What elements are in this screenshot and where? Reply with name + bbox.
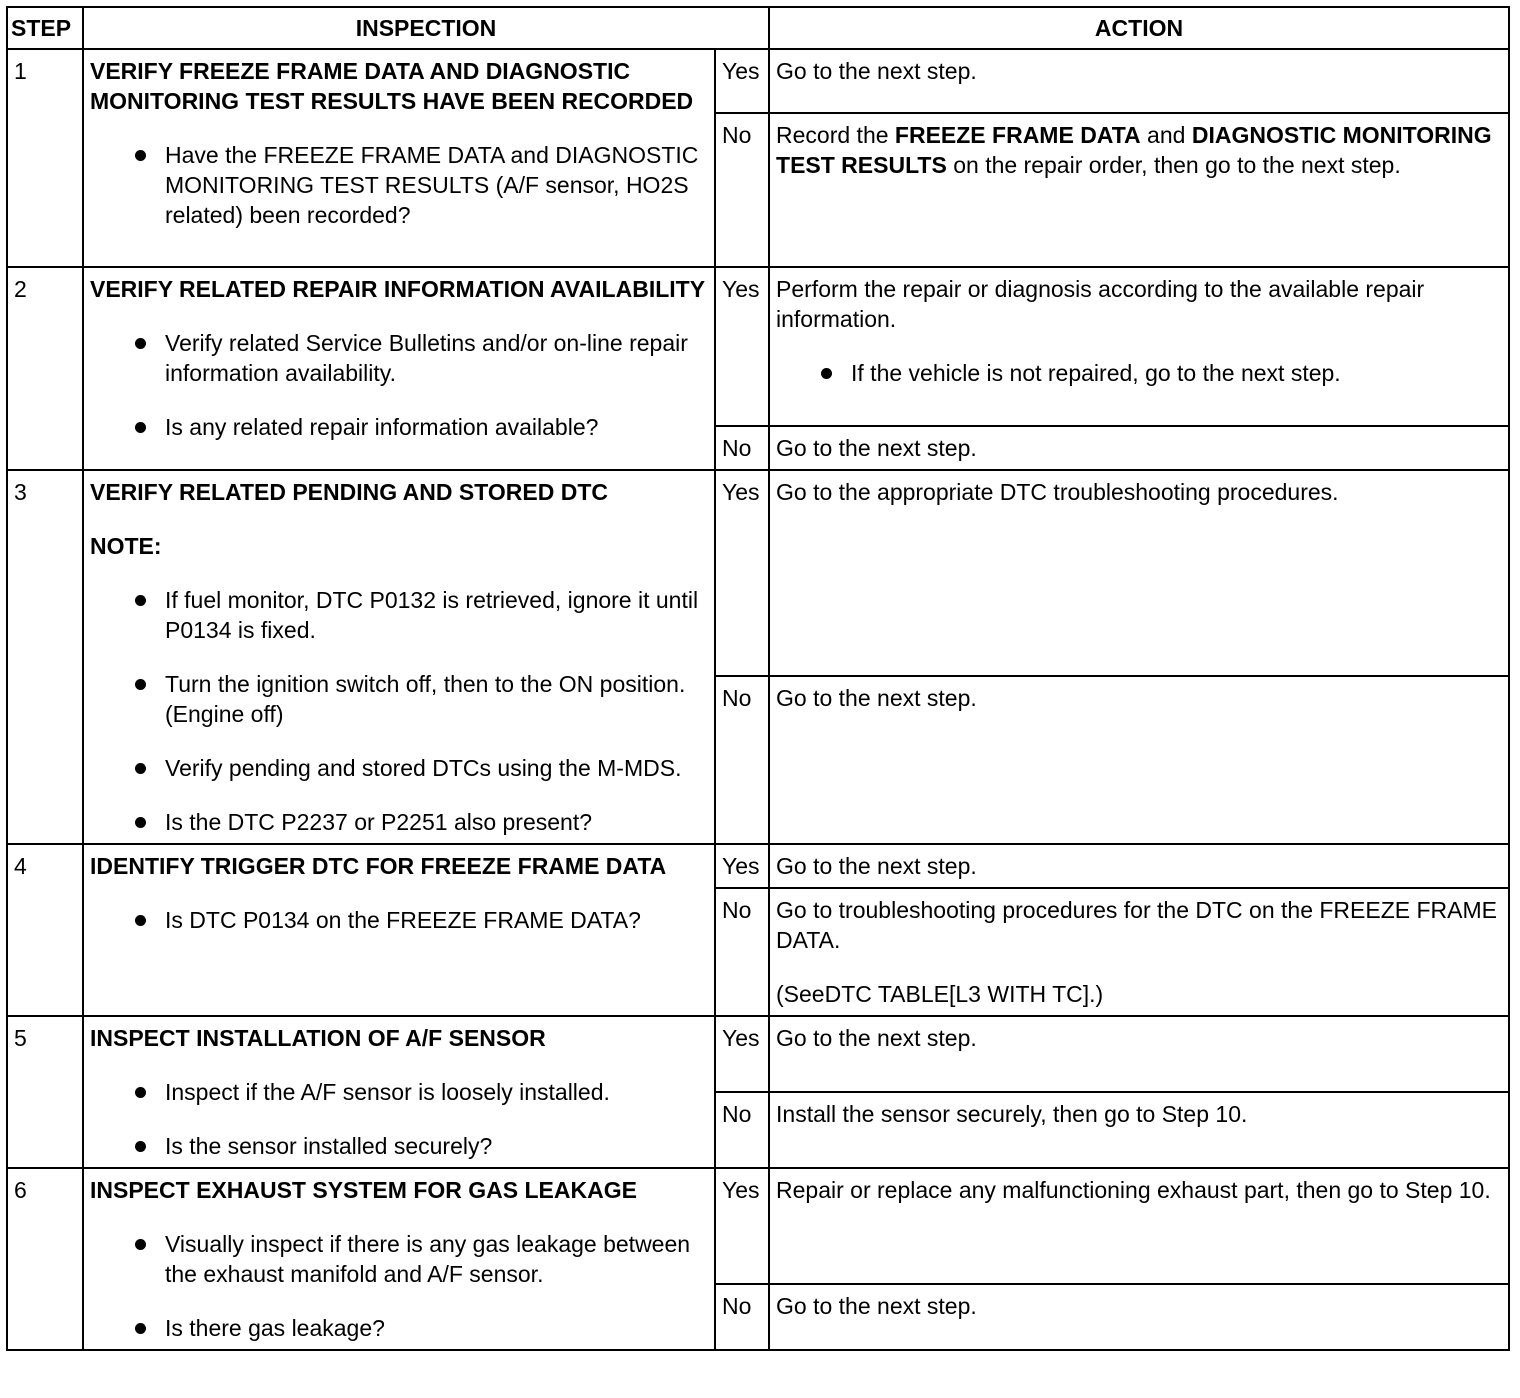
inspection-bullet: Have the FREEZE FRAME DATA and DIAGNOSTIC MONITORING TEST RESULTS (A/F sensor, HO2S related) been recorded? <box>90 140 708 230</box>
no-label: No <box>715 426 769 470</box>
inspection-bullet: If fuel monitor, DTC P0132 is retrieved, ignore it until P0134 is fixed. <box>90 585 708 645</box>
yes-label: Yes <box>715 1168 769 1284</box>
inspection-bullet: Is the DTC P2237 or P2251 also present? <box>90 807 708 837</box>
step-6-yes-row <box>7 1168 1509 1284</box>
step-number: 3 <box>7 470 83 844</box>
no-label: No <box>715 676 769 844</box>
inspection-bullet: Is DTC P0134 on the FREEZE FRAME DATA? <box>90 905 708 935</box>
yes-action: Go to the next step. <box>769 49 1509 113</box>
step-5-yes-row <box>7 1016 1509 1092</box>
no-label: No <box>715 888 769 1016</box>
no-label: No <box>715 113 769 267</box>
yes-action: Repair or replace any malfunctioning exhaust part, then go to Step 10. <box>769 1168 1509 1284</box>
inspection-bullet: Inspect if the A/F sensor is loosely installed. <box>90 1077 708 1107</box>
step-number: 4 <box>7 844 83 1016</box>
yes-label: Yes <box>715 844 769 888</box>
step-4-yes-row <box>7 844 1509 888</box>
no-action: Go to the next step. <box>769 676 1509 844</box>
note-label: NOTE: <box>90 533 162 559</box>
step-2-inspection <box>83 267 715 470</box>
yes-label: Yes <box>715 1016 769 1092</box>
action-text: Record the <box>776 122 895 148</box>
step-number: 2 <box>7 267 83 470</box>
action-bold-text: FREEZE FRAME DATA <box>894 122 1141 148</box>
step-6-inspection <box>83 1168 715 1350</box>
step-1-inspection <box>83 49 715 267</box>
step-title: INSPECT INSTALLATION OF A/F SENSOR <box>90 1025 546 1051</box>
no-action <box>769 888 1509 1016</box>
action-text: on the repair order, then go to the next step. <box>946 152 1401 178</box>
inspection-bullet: Is there gas leakage? <box>90 1313 708 1343</box>
step-number: 1 <box>7 49 83 267</box>
step-1-yes-row <box>7 49 1509 113</box>
yes-action <box>769 267 1509 426</box>
header-row <box>7 7 1509 49</box>
no-label: No <box>715 1284 769 1350</box>
no-action: Go to the next step. <box>769 426 1509 470</box>
header-action: ACTION <box>769 7 1509 49</box>
header-step: STEP <box>7 7 83 49</box>
step-number: 5 <box>7 1016 83 1168</box>
action-text: Go to troubleshooting procedures for the DTC on the FREEZE FRAME DATA. <box>776 897 1498 953</box>
action-text: and <box>1140 122 1192 148</box>
step-3-inspection <box>83 470 715 844</box>
header-inspection: INSPECTION <box>83 7 769 49</box>
step-2-yes-row <box>7 267 1509 426</box>
step-title: VERIFY RELATED REPAIR INFORMATION AVAILABILITY <box>90 276 706 302</box>
yes-action: Go to the appropriate DTC troubleshooting procedures. <box>769 470 1509 676</box>
yes-action: Go to the next step. <box>769 844 1509 888</box>
inspection-bullet: Visually inspect if there is any gas leakage between the exhaust manifold and A/F sensor. <box>90 1229 708 1289</box>
inspection-bullet: Verify pending and stored DTCs using the M-MDS. <box>90 753 708 783</box>
no-action: Go to the next step. <box>769 1284 1509 1350</box>
diagnostic-table <box>6 6 1510 1351</box>
action-text: Perform the repair or diagnosis according to the available repair information. <box>776 276 1425 332</box>
step-4-inspection <box>83 844 715 1016</box>
no-action: Install the sensor securely, then go to Step 10. <box>769 1092 1509 1168</box>
step-title: IDENTIFY TRIGGER DTC FOR FREEZE FRAME DATA <box>90 853 667 879</box>
no-action <box>769 113 1509 267</box>
action-reference: (SeeDTC TABLE[L3 WITH TC].) <box>776 981 1104 1007</box>
no-label: No <box>715 1092 769 1168</box>
step-5-inspection <box>83 1016 715 1168</box>
inspection-bullet: Turn the ignition switch off, then to the ON position. (Engine off) <box>90 669 708 729</box>
inspection-bullet: Is the sensor installed securely? <box>90 1131 708 1161</box>
step-title: INSPECT EXHAUST SYSTEM FOR GAS LEAKAGE <box>90 1177 637 1203</box>
step-number: 6 <box>7 1168 83 1350</box>
step-title: VERIFY FREEZE FRAME DATA AND DIAGNOSTIC MONITORING TEST RESULTS HAVE BEEN RECORDED <box>90 58 694 114</box>
yes-label: Yes <box>715 470 769 676</box>
yes-label: Yes <box>715 49 769 113</box>
inspection-bullet: Is any related repair information available? <box>90 412 708 442</box>
step-3-yes-row <box>7 470 1509 676</box>
step-title: VERIFY RELATED PENDING AND STORED DTC <box>90 479 608 505</box>
action-bullet: If the vehicle is not repaired, go to the next step. <box>776 358 1502 388</box>
yes-label: Yes <box>715 267 769 426</box>
yes-action: Go to the next step. <box>769 1016 1509 1092</box>
inspection-bullet: Verify related Service Bulletins and/or on-line repair information availability. <box>90 328 708 388</box>
action-bold-text: DIAGNOSTIC MONITORING TEST RESULTS <box>776 122 1492 178</box>
